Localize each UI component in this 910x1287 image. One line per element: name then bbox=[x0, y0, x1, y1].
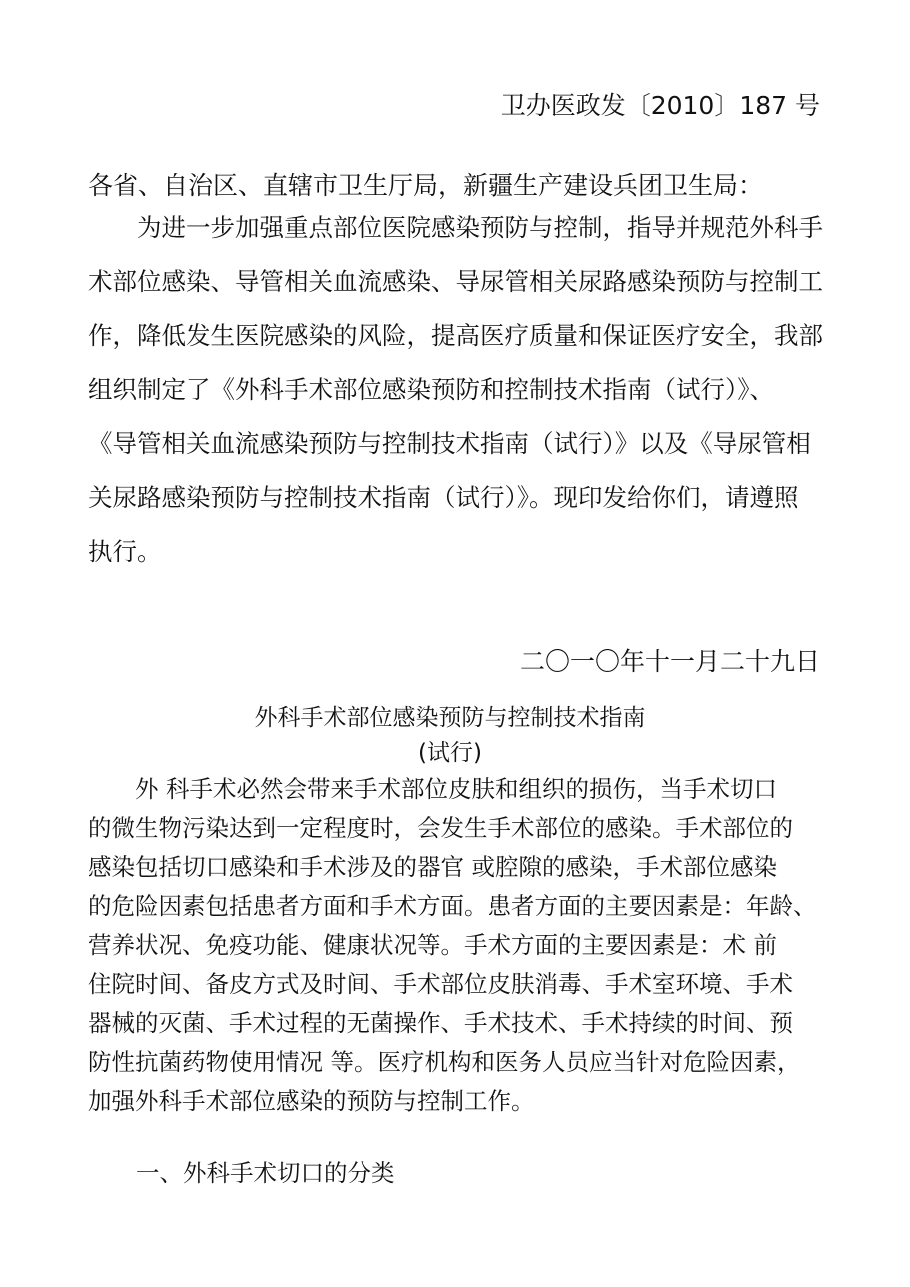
notice-line: 术部位感染、导管相关血流感染、导尿管相关尿路感染预防与控制工 bbox=[88, 267, 823, 296]
notice-line: 执行。 bbox=[88, 537, 162, 566]
guideline-title: 外科手术部位感染预防与控制技术指南 bbox=[254, 705, 646, 731]
guideline-line: 住院时间、备皮方式及时间、手术部位皮肤消毒、手术室环境、手术 bbox=[88, 970, 793, 998]
addressee-line: 各省、自治区、直辖市卫生厅局，新疆生产建设兵团卫生局： bbox=[88, 171, 764, 200]
notice-line: 为进一步加强重点部位医院感染预防与控制，指导并规范外科手 bbox=[88, 213, 823, 242]
issue-date: 二〇一〇年十一月二十九日 bbox=[519, 647, 820, 676]
guideline-line: 的危险因素包括患者方面和手术方面。患者方面的主要因素是：年龄、 bbox=[88, 892, 817, 920]
document-number: 卫办医政发〔2010〕187 号 bbox=[500, 91, 820, 120]
section-heading: 一、外科手术切口的分类 bbox=[136, 1159, 395, 1187]
guideline-line: 器械的灭菌、手术过程的无菌操作、手术技术、手术持续的时间、预 bbox=[88, 1009, 793, 1037]
notice-line: 关尿路感染预防与控制技术指南（试行）》。现印发给你们，请遵照 bbox=[88, 483, 799, 512]
guideline-body bbox=[88, 772, 848, 1123]
guideline-line: 加强外科手术部位感染的预防与控制工作。 bbox=[88, 1087, 535, 1115]
guideline-line: 营养状况、免疫功能、健康状况等。手术方面的主要因素是：术 前 bbox=[88, 931, 777, 959]
guideline-subtitle: (试行) bbox=[418, 740, 482, 766]
notice-line: 作，降低发生医院感染的风险，提高医疗质量和保证医疗安全，我部 bbox=[88, 321, 823, 350]
notice-line: 《导管相关血流感染预防与控制技术指南（试行）》以及《导尿管相 bbox=[88, 429, 811, 458]
guideline-line: 的微生物污染达到一定程度时，会发生手术部位的感染。手术部位的 bbox=[88, 814, 793, 842]
guideline-line: 防性抗菌药物使用情况 等。医疗机构和医务人员应当针对危险因素， bbox=[88, 1048, 801, 1076]
guideline-line: 外 科手术必然会带来手术部位皮肤和组织的损伤，当手术切口 bbox=[88, 775, 777, 803]
guideline-line: 感染包括切口感染和手术涉及的器官 或腔隙的感染，手术部位感染 bbox=[88, 853, 777, 881]
notice-line: 组织制定了《外科手术部位感染预防和控制技术指南（试行）》、 bbox=[88, 375, 774, 404]
notice-body bbox=[88, 208, 828, 586]
